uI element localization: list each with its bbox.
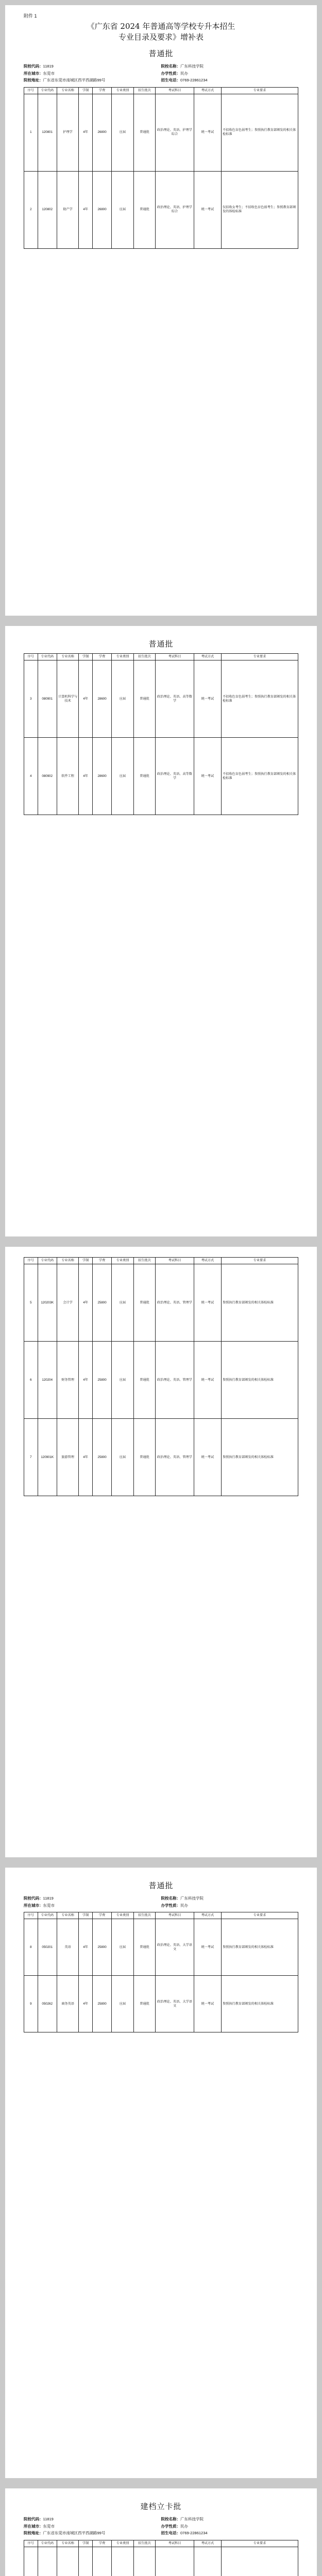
cell-no: 9 [24, 1976, 38, 2032]
cell-code: 080901 [38, 660, 57, 738]
cell-fee: 26800 [92, 94, 111, 171]
cell-mode: 统一考试 [194, 738, 221, 815]
cell-subj: 政治理论、英语、护理学综合 [156, 94, 194, 171]
cell-years: 4年 [79, 171, 93, 248]
cell-code: 080902 [38, 738, 57, 815]
column-header: 学费 [92, 2540, 111, 2547]
cell-batch: 普通批 [133, 1342, 156, 1419]
section-title: 建档立卡批 [140, 2502, 182, 2511]
page-4 [5, 1868, 317, 2478]
school-info: 院校代码：11819 院校名称：广东科技学院 所在城市：东莞市 办学性质：民办 院校地址：广东省东莞市南城区西平西湖路99号 招生电话：0769-22861234 [24, 64, 208, 82]
cell-subj: 政治理论、英语、护理学综合 [156, 171, 194, 248]
column-header: 专业类别 [112, 87, 134, 94]
table-row [24, 2547, 298, 2576]
column-header: 招生批次 [133, 1912, 156, 1919]
cell-no: 4 [24, 738, 38, 815]
cell-code [38, 2547, 57, 2576]
cell-req: 参照执行教育部颁发的相关体检标准 [221, 1919, 298, 1976]
cell-years: 4年 [79, 94, 93, 171]
school-info: 院校代码：11819 院校名称：广东科技学院 所在城市：东莞市 办学性质：民办 院校地址：广东省东莞市南城区西平西湖路99号 招生电话：0769-22861234 [24, 2517, 208, 2535]
cell-code: 120203K [38, 1264, 57, 1342]
column-header: 专业代码 [38, 87, 57, 94]
column-header: 考试方式 [194, 654, 221, 660]
cell-no: 2 [24, 171, 38, 248]
cell-code: 050262 [38, 1976, 57, 2032]
column-header: 专业名称 [57, 654, 79, 660]
cell-fee: 25800 [92, 1919, 111, 1976]
cell-batch: 普通批 [133, 1264, 156, 1342]
cell-type: 应届 [112, 1264, 134, 1342]
cell-name: 商务英语 [57, 1976, 79, 2032]
cell-mode: 统一考试 [194, 1419, 221, 1496]
cell-req: 参照执行教育部颁发的相关体检标准 [221, 1976, 298, 2032]
school-city: 东莞市 [43, 71, 55, 76]
cell-fee: 25800 [92, 1342, 111, 1419]
column-header: 学费 [92, 654, 111, 660]
cell-mode: 统一考试 [194, 1342, 221, 1419]
cell-name: 旅游管理 [57, 1419, 79, 1496]
column-header: 考试科目 [156, 1258, 194, 1264]
column-header: 学制 [79, 1258, 93, 1264]
cell-name: 软件工程 [57, 738, 79, 815]
cell-mode: 统一考试 [194, 171, 221, 248]
column-header: 学制 [79, 2540, 93, 2547]
column-header: 专业代码 [38, 1258, 57, 1264]
column-header: 考试方式 [194, 1912, 221, 1919]
cell-fee: 28600 [92, 738, 111, 815]
column-header: 专业要求 [221, 654, 298, 660]
cell-code: 120901K [38, 1419, 57, 1496]
cell-code: 120204 [38, 1342, 57, 1419]
cell-type: 应届 [112, 660, 134, 738]
cell-mode: 统一考试 [194, 1264, 221, 1342]
cell-years [79, 2547, 93, 2576]
cell-req: 参照执行教育部颁发的相关体检标准 [221, 1419, 298, 1496]
column-header: 专业代码 [38, 2540, 57, 2547]
column-header: 专业类别 [112, 1912, 134, 1919]
column-header: 学费 [92, 87, 111, 94]
table-row [24, 738, 298, 815]
cell-mode: 统一考试 [194, 1919, 221, 1976]
school-info: 院校代码：11819 院校名称：广东科技学院 所在城市：东莞市 办学性质：民办 [24, 1896, 204, 1908]
cell-batch: 普通批 [133, 1419, 156, 1496]
column-header: 专业要求 [221, 2540, 298, 2547]
column-header: 学制 [79, 1912, 93, 1919]
school-code: 11819 [43, 64, 54, 69]
column-header: 专业要求 [221, 1912, 298, 1919]
section-title: 普通批 [148, 1881, 174, 1890]
cell-years: 4年 [79, 1342, 93, 1419]
major-table-5 [24, 2540, 298, 2576]
column-header: 专业代码 [38, 1912, 57, 1919]
document-title [24, 21, 298, 43]
section-title: 普通批 [148, 49, 174, 58]
column-header: 考试科目 [156, 87, 194, 94]
title-line-2: 专业目录及要求》增补表 [118, 32, 204, 42]
cell-no: 6 [24, 1342, 38, 1419]
cell-type: 应届 [112, 1342, 134, 1419]
table-row [24, 1976, 298, 2032]
column-header: 招生批次 [133, 1258, 156, 1264]
cell-subj: 政治理论、英语、管理学 [156, 1419, 194, 1496]
cell-batch [133, 2547, 156, 2576]
major-table-3 [24, 1257, 298, 1496]
cell-name: 助产学 [57, 171, 79, 248]
cell-no [24, 2547, 38, 2576]
column-header: 招生批次 [133, 87, 156, 94]
column-header: 学费 [92, 1912, 111, 1919]
column-header: 序号 [24, 654, 38, 660]
cell-batch: 普通批 [133, 738, 156, 815]
cell-years: 4年 [79, 660, 93, 738]
column-header: 序号 [24, 87, 38, 94]
cell-mode [194, 2547, 221, 2576]
column-header: 专业名称 [57, 87, 79, 94]
cell-name: 英语 [57, 1919, 79, 1976]
column-header: 序号 [24, 1258, 38, 1264]
cell-fee: 25800 [92, 1419, 111, 1496]
column-header: 专业名称 [57, 2540, 79, 2547]
cell-no: 1 [24, 94, 38, 171]
cell-years: 4年 [79, 1919, 93, 1976]
cell-subj: 政治理论、英语、大学语文 [156, 1919, 194, 1976]
column-header: 学制 [79, 87, 93, 94]
cell-subj [156, 2547, 194, 2576]
cell-years: 4年 [79, 1264, 93, 1342]
table-row [24, 660, 298, 738]
cell-req: 不招收色盲色弱考生；参照执行教育部颁发的相关体检标准 [221, 660, 298, 738]
table-row [24, 1919, 298, 1976]
cell-type: 应届 [112, 1419, 134, 1496]
cell-name [57, 2547, 79, 2576]
cell-subj: 政治理论、英语、高等数学 [156, 660, 194, 738]
cell-subj: 政治理论、英语、大学语文 [156, 1976, 194, 2032]
column-header: 考试方式 [194, 1258, 221, 1264]
cell-code: 120801 [38, 94, 57, 171]
cell-fee: 25800 [92, 1976, 111, 2032]
cell-req [221, 2547, 298, 2576]
major-table-1 [24, 87, 298, 249]
column-header: 专业名称 [57, 1912, 79, 1919]
cell-type: 应届 [112, 1919, 134, 1976]
cell-no: 8 [24, 1919, 38, 1976]
cell-batch: 普通批 [133, 1919, 156, 1976]
cell-fee: 25800 [92, 1264, 111, 1342]
cell-years: 4年 [79, 1419, 93, 1496]
title-line-1: 《广东省 2024 年普通高等学校专升本招生 [87, 22, 235, 31]
cell-name: 护理学 [57, 94, 79, 171]
cell-mode: 统一考试 [194, 1976, 221, 2032]
cell-name: 计算机科学与技术 [57, 660, 79, 738]
column-header: 专业类别 [112, 654, 134, 660]
cell-no: 5 [24, 1264, 38, 1342]
cell-batch: 普通批 [133, 660, 156, 738]
cell-no: 3 [24, 660, 38, 738]
cell-fee: 26800 [92, 171, 111, 248]
cell-type: 应届 [112, 738, 134, 815]
column-header: 考试科目 [156, 2540, 194, 2547]
column-header: 招生批次 [133, 654, 156, 660]
column-header: 考试方式 [194, 2540, 221, 2547]
page-1 [5, 5, 317, 616]
table-row [24, 171, 298, 248]
major-table-4 [24, 1912, 298, 2032]
cell-fee [92, 2547, 111, 2576]
column-header: 专业名称 [57, 1258, 79, 1264]
cell-req: 不招收色盲色弱考生；参照执行教育部颁发的相关体检标准 [221, 738, 298, 815]
column-header: 考试科目 [156, 654, 194, 660]
cell-years: 4年 [79, 1976, 93, 2032]
column-header: 专业代码 [38, 654, 57, 660]
cell-name: 财务管理 [57, 1342, 79, 1419]
table-row [24, 1342, 298, 1419]
table-row [24, 1419, 298, 1496]
column-header: 考试方式 [194, 87, 221, 94]
cell-years: 4年 [79, 738, 93, 815]
cell-code: 120802 [38, 171, 57, 248]
cell-mode: 统一考试 [194, 660, 221, 738]
cell-type: 应届 [112, 171, 134, 248]
cell-name: 会计学 [57, 1264, 79, 1342]
cell-type [112, 2547, 134, 2576]
column-header: 招生批次 [133, 2540, 156, 2547]
column-header: 专业要求 [221, 87, 298, 94]
cell-req: 仅招收女考生；不招收色盲色弱考生；参照教育部颁发的体检标准 [221, 171, 298, 248]
column-header: 学费 [92, 1258, 111, 1264]
cell-subj: 政治理论、英语、高等数学 [156, 738, 194, 815]
school-phone: 0769-22861234 [180, 78, 208, 82]
cell-batch: 普通批 [133, 1976, 156, 2032]
column-header: 专业类别 [112, 2540, 134, 2547]
table-row [24, 1264, 298, 1342]
cell-req: 参照执行教育部颁发的相关体检标准 [221, 1264, 298, 1342]
page-3 [5, 1247, 317, 1857]
cell-mode: 统一考试 [194, 94, 221, 171]
cell-subj: 政治理论、英语、管理学 [156, 1264, 194, 1342]
cell-subj: 政治理论、英语、管理学 [156, 1342, 194, 1419]
school-address: 广东省东莞市南城区西平西湖路99号 [43, 78, 106, 82]
attachment-label: 附件 1 [24, 13, 37, 19]
cell-type: 应届 [112, 1976, 134, 2032]
column-header: 学制 [79, 654, 93, 660]
cell-code: 050201 [38, 1919, 57, 1976]
school-name: 广东科技学院 [180, 64, 204, 69]
cell-batch: 普通批 [133, 94, 156, 171]
cell-type: 应届 [112, 94, 134, 171]
section-title: 普通批 [148, 639, 174, 649]
page-2 [5, 626, 317, 1236]
cell-fee: 28600 [92, 660, 111, 738]
column-header: 专业类别 [112, 1258, 134, 1264]
page-5 [5, 2488, 317, 2576]
major-table-2 [24, 653, 298, 815]
cell-req: 不招收色盲色弱考生；参照执行教育部颁发的相关体检标准 [221, 94, 298, 171]
cell-no: 7 [24, 1419, 38, 1496]
column-header: 序号 [24, 2540, 38, 2547]
cell-req: 参照执行教育部颁发的相关体检标准 [221, 1342, 298, 1419]
column-header: 考试科目 [156, 1912, 194, 1919]
cell-batch: 普通批 [133, 171, 156, 248]
school-nature: 民办 [180, 71, 188, 76]
column-header: 专业要求 [221, 1258, 298, 1264]
column-header: 序号 [24, 1912, 38, 1919]
table-row [24, 94, 298, 171]
